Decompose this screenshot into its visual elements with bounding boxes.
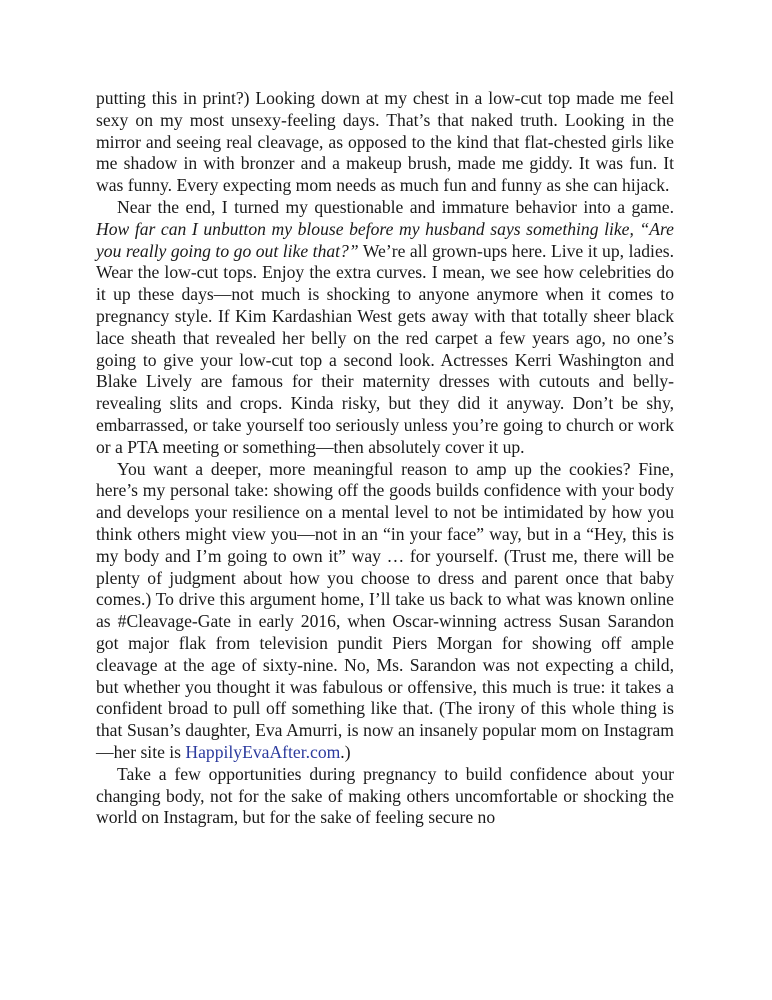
paragraph-3-text-b: .) bbox=[340, 741, 351, 762]
paragraph-1 bbox=[96, 88, 674, 197]
book-page bbox=[96, 88, 674, 829]
paragraph-2-text-a: Near the end, I turned my questionable and immature behavior into a game. bbox=[117, 196, 674, 217]
happilyevaafter-link[interactable]: HappilyEvaAfter.com bbox=[185, 741, 341, 762]
paragraph-3-text-a: You want a deeper, more meaningful reason to amp up the cookies? Fine, here’s my personal take: showing off the goods builds confidence with your body and develops your resilience on a mental level to not be intimidated by how you think others might view you—not in an “in your face” way, but in a “Hey, this is my body and I’m going to own it” way … for yourself. (Trust me, there will be plenty of judgment about how you choose to dress and parent once that baby comes.) To drive this argument home, I’ll take us back to what was known online as #Cleavage-Gate in early 2016, when Oscar-winning actress Susan Sarandon got major flak from television pundit Piers Morgan for showing off ample cleavage at the age of sixty-nine. No, Ms. Sarandon was not expecting a child, but whether you thought it was fabulous or offensive, this much is true: it takes a confident broad to pull off something like that. (The irony of this whole thing is that Susan’s daughter, Eva Amurri, is now an insanely popular mom on Instagram—her site is bbox=[96, 458, 674, 762]
paragraph-2 bbox=[96, 197, 674, 459]
paragraph-4-text: Take a few opportunities during pregnancy to build confidence about your changing body, not for the sake of making others uncomfortable or shocking the world on Instagram, but for the sake of feeling secure no bbox=[96, 763, 674, 828]
paragraph-3 bbox=[96, 459, 674, 764]
paragraph-2-italic-quote: How far can I unbutton my blouse before my husband says something like, “Are you really going to go out like that?” bbox=[96, 218, 674, 261]
paragraph-4 bbox=[96, 764, 674, 829]
paragraph-2-text-b: We’re all grown-ups here. Live it up, ladies. Wear the low-cut tops. Enjoy the extra curves. I mean, we see how celebrities do it up these days—not much is shocking to anyone anymore when it comes to pregnancy style. If Kim Kardashian West gets away with that totally sheer black lace sheath that revealed her belly on the red carpet a few years ago, no one’s going to give your low-cut top a second look. Actresses Kerri Washington and Blake Lively are famous for their maternity dresses with cutouts and belly-revealing slits and crops. Kinda risky, but they did it anyway. Don’t be shy, embarrassed, or take yourself too seriously unless you’re going to church or work or a PTA meeting or something—then absolutely cover it up. bbox=[96, 240, 674, 457]
paragraph-1-text: putting this in print?) Looking down at my chest in a low-cut top made me feel sexy on my most unsexy-feeling days. That’s that naked truth. Looking in the mirror and seeing real cleavage, as opposed to the kind that flat-chested girls like me shadow in with bronzer and a makeup brush, made me giddy. It was fun. It was funny. Every expecting mom needs as much fun and funny as she can hijack. bbox=[96, 88, 674, 196]
